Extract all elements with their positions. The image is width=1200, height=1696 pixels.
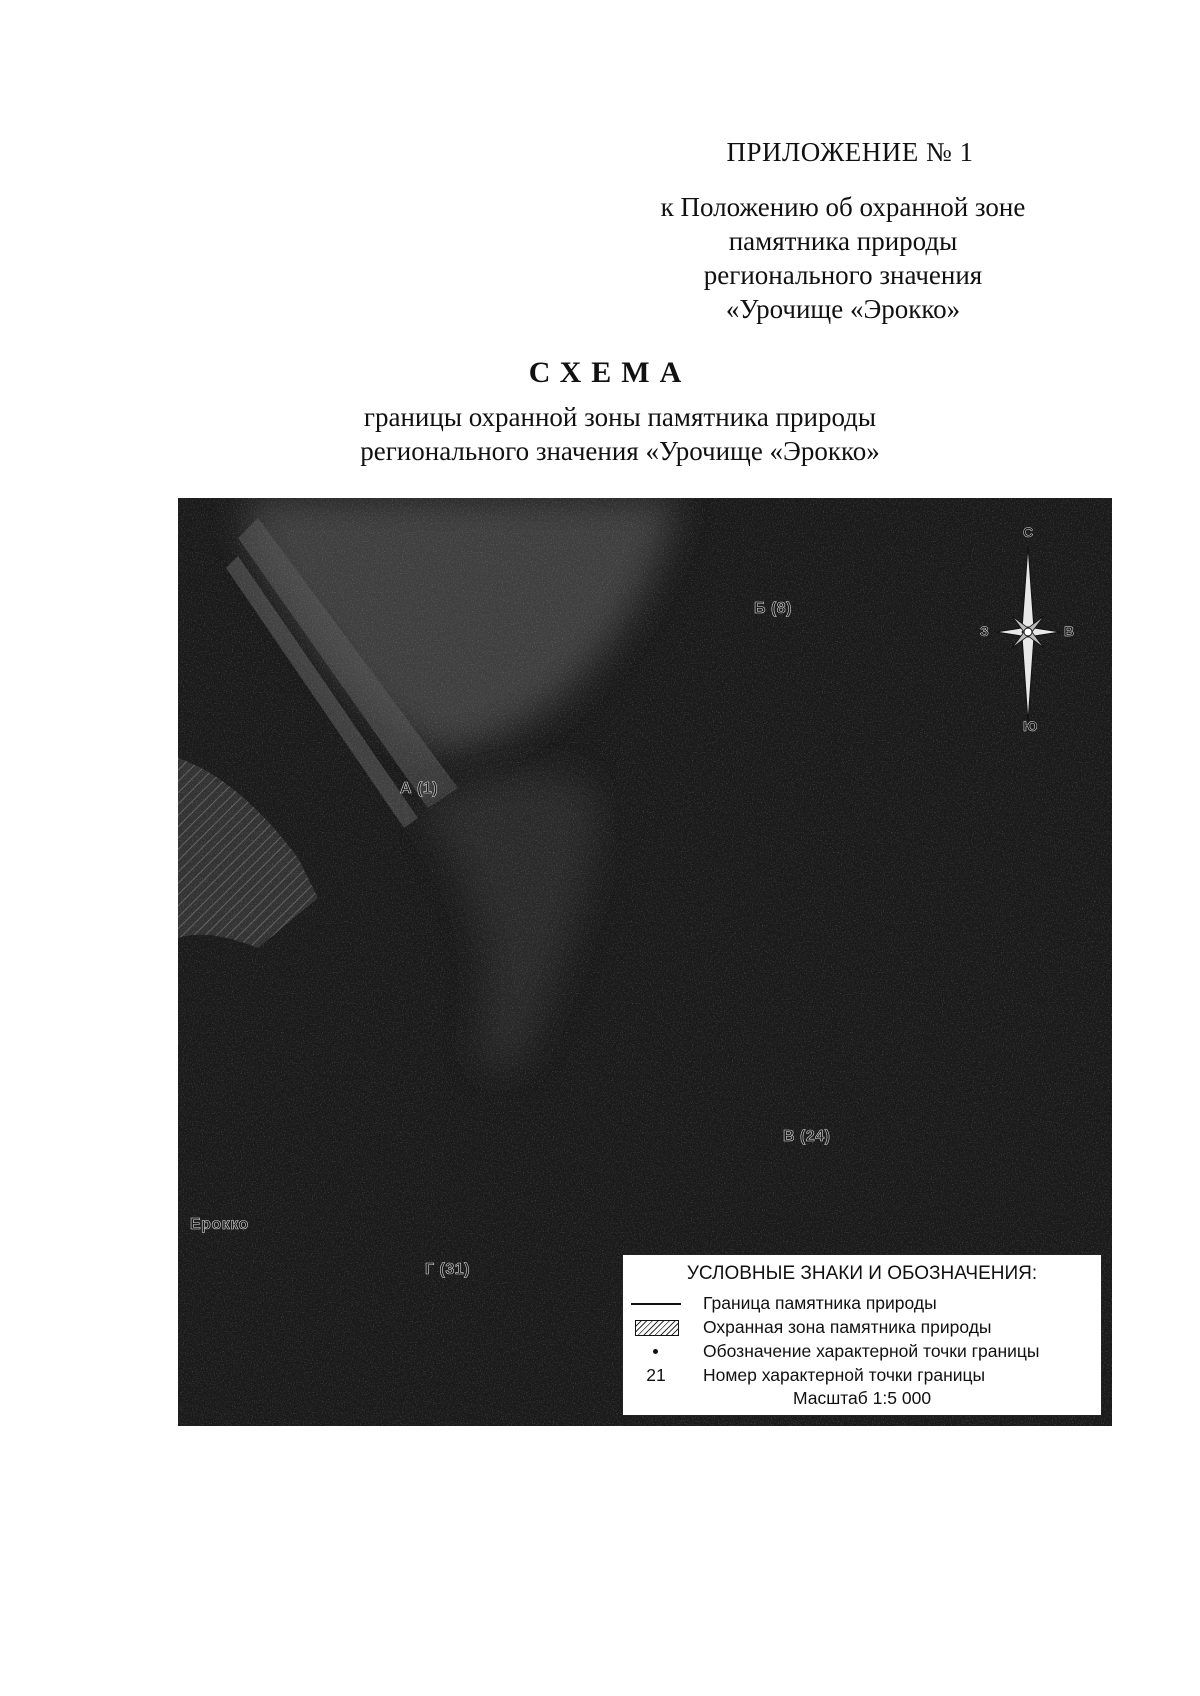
- boundary-point-label: А (1): [400, 780, 439, 797]
- legend-title: УСЛОВНЫЕ ЗНАКИ И ОБОЗНАЧЕНИЯ:: [686, 1263, 1038, 1284]
- appendix-title: ПРИЛОЖЕНИЕ № 1: [726, 137, 974, 167]
- legend-item: [623, 1317, 1101, 1339]
- boundary-line-symbol: [631, 1293, 681, 1315]
- appendix-line: регионального значения: [703, 260, 983, 290]
- legend-item-label: Охранная зона памятника природы: [703, 1317, 992, 1337]
- point-dot-symbol: [631, 1341, 681, 1363]
- settlement-label: Ерокко: [190, 1216, 249, 1233]
- compass-rose: [978, 524, 1078, 734]
- legend-item-label: Граница памятника природы: [703, 1293, 937, 1313]
- appendix-line: «Урочище «Эрокко»: [725, 294, 961, 324]
- compass-icon: [978, 524, 1078, 734]
- map-legend: [622, 1254, 1102, 1416]
- legend-item-label: Обозначение характерной точки границы: [703, 1341, 1040, 1361]
- compass-south-label: Ю: [1023, 718, 1038, 734]
- scheme-subtitle: [300, 400, 940, 468]
- appendix-line: к Положению об охранной зоне: [660, 192, 1026, 222]
- appendix-line: памятника природы: [728, 226, 958, 256]
- legend-item: [623, 1293, 1101, 1315]
- compass-north-label: С: [1023, 524, 1034, 540]
- satellite-map: [178, 498, 1112, 1426]
- boundary-point-label: Б (8): [754, 600, 792, 617]
- legend-item-label: Номер характерной точки границы: [703, 1365, 986, 1385]
- compass-east-label: В: [1064, 623, 1075, 639]
- scheme-subtitle-line: границы охранной зоны памятника природы: [363, 402, 877, 432]
- map-scale: Масштаб 1:5 000: [792, 1388, 932, 1408]
- appendix-caption: [618, 190, 1068, 326]
- legend-item: [623, 1365, 1101, 1387]
- boundary-point-label: Г (31): [425, 1261, 470, 1278]
- hatch-zone-symbol: [631, 1317, 681, 1339]
- legend-item: [623, 1341, 1101, 1363]
- compass-west-label: З: [980, 623, 989, 639]
- scheme-title: СХЕМА: [528, 356, 692, 389]
- boundary-point-label: В (24): [783, 1128, 831, 1145]
- scheme-subtitle-line: регионального значения «Урочище «Эрокко»: [360, 436, 880, 466]
- point-number-symbol: 21: [646, 1365, 666, 1385]
